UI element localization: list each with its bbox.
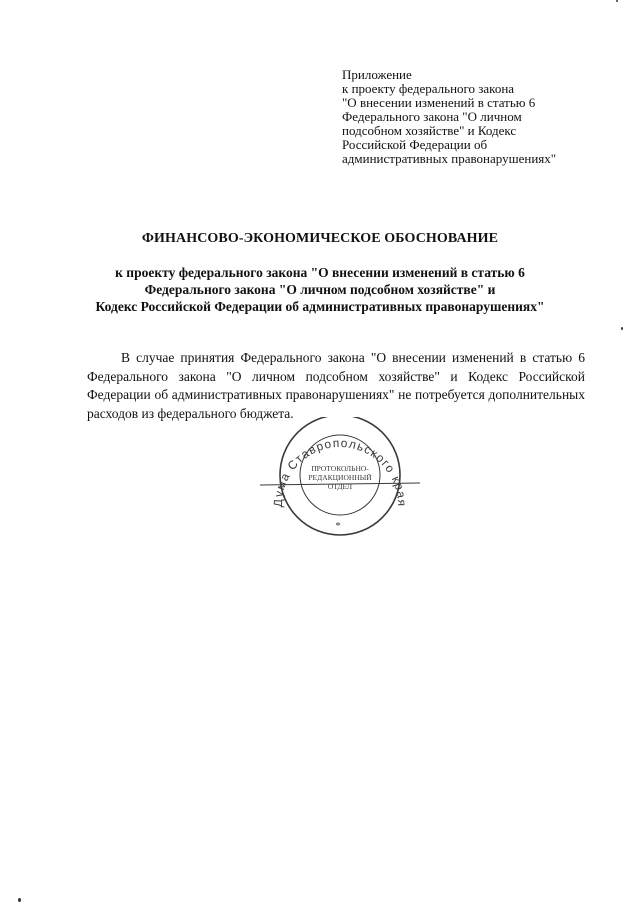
stamp-star: * — [335, 520, 341, 532]
subtitle-line: Кодекс Российской Федерации об административных правонарушениях" — [95, 299, 545, 314]
stamp-center-line: ПРОТОКОЛЬНО- — [311, 464, 369, 473]
stamp-center-line: ОТДЕЛ — [327, 482, 353, 491]
scan-speck — [18, 898, 21, 902]
appendix-block — [342, 68, 612, 166]
document-subtitle — [0, 264, 640, 315]
body-paragraph: В случае принятия Федерального закона "О внесении изменений в статью 6 Федерального закона "О личном подсобном хозяйстве" и Кодекс Российской Федерации об административных правонарушениях" не потребуется дополнительных расходов из федерального бюджета. — [87, 350, 585, 421]
body-text — [87, 349, 585, 423]
stamp-ring-text: Дума Ставропольского края — [270, 435, 410, 508]
subtitle-line: к проекту федерального закона "О внесении изменений в статью 6 — [115, 265, 525, 280]
appendix-line: "О внесении изменений в статью 6 — [342, 95, 536, 110]
appendix-line: Федерального закона "О личном — [342, 109, 522, 124]
appendix-line: Приложение — [342, 67, 412, 82]
official-stamp — [260, 417, 420, 537]
scan-speck — [621, 327, 623, 330]
scan-speck — [616, 0, 618, 2]
document-title: ФИНАНСОВО-ЭКОНОМИЧЕСКОЕ ОБОСНОВАНИЕ — [141, 231, 499, 246]
stamp-center-line: РЕДАКЦИОННЫЙ — [308, 473, 372, 482]
appendix-line: Российской Федерации об — [342, 137, 488, 152]
subtitle-line: Федерального закона "О личном подсобном хозяйстве" и — [144, 282, 496, 297]
appendix-line: к проекту федерального закона — [342, 81, 515, 96]
appendix-line: административных правонарушениях" — [342, 151, 557, 166]
appendix-line: подсобном хозяйстве" и Кодекс — [342, 123, 517, 138]
